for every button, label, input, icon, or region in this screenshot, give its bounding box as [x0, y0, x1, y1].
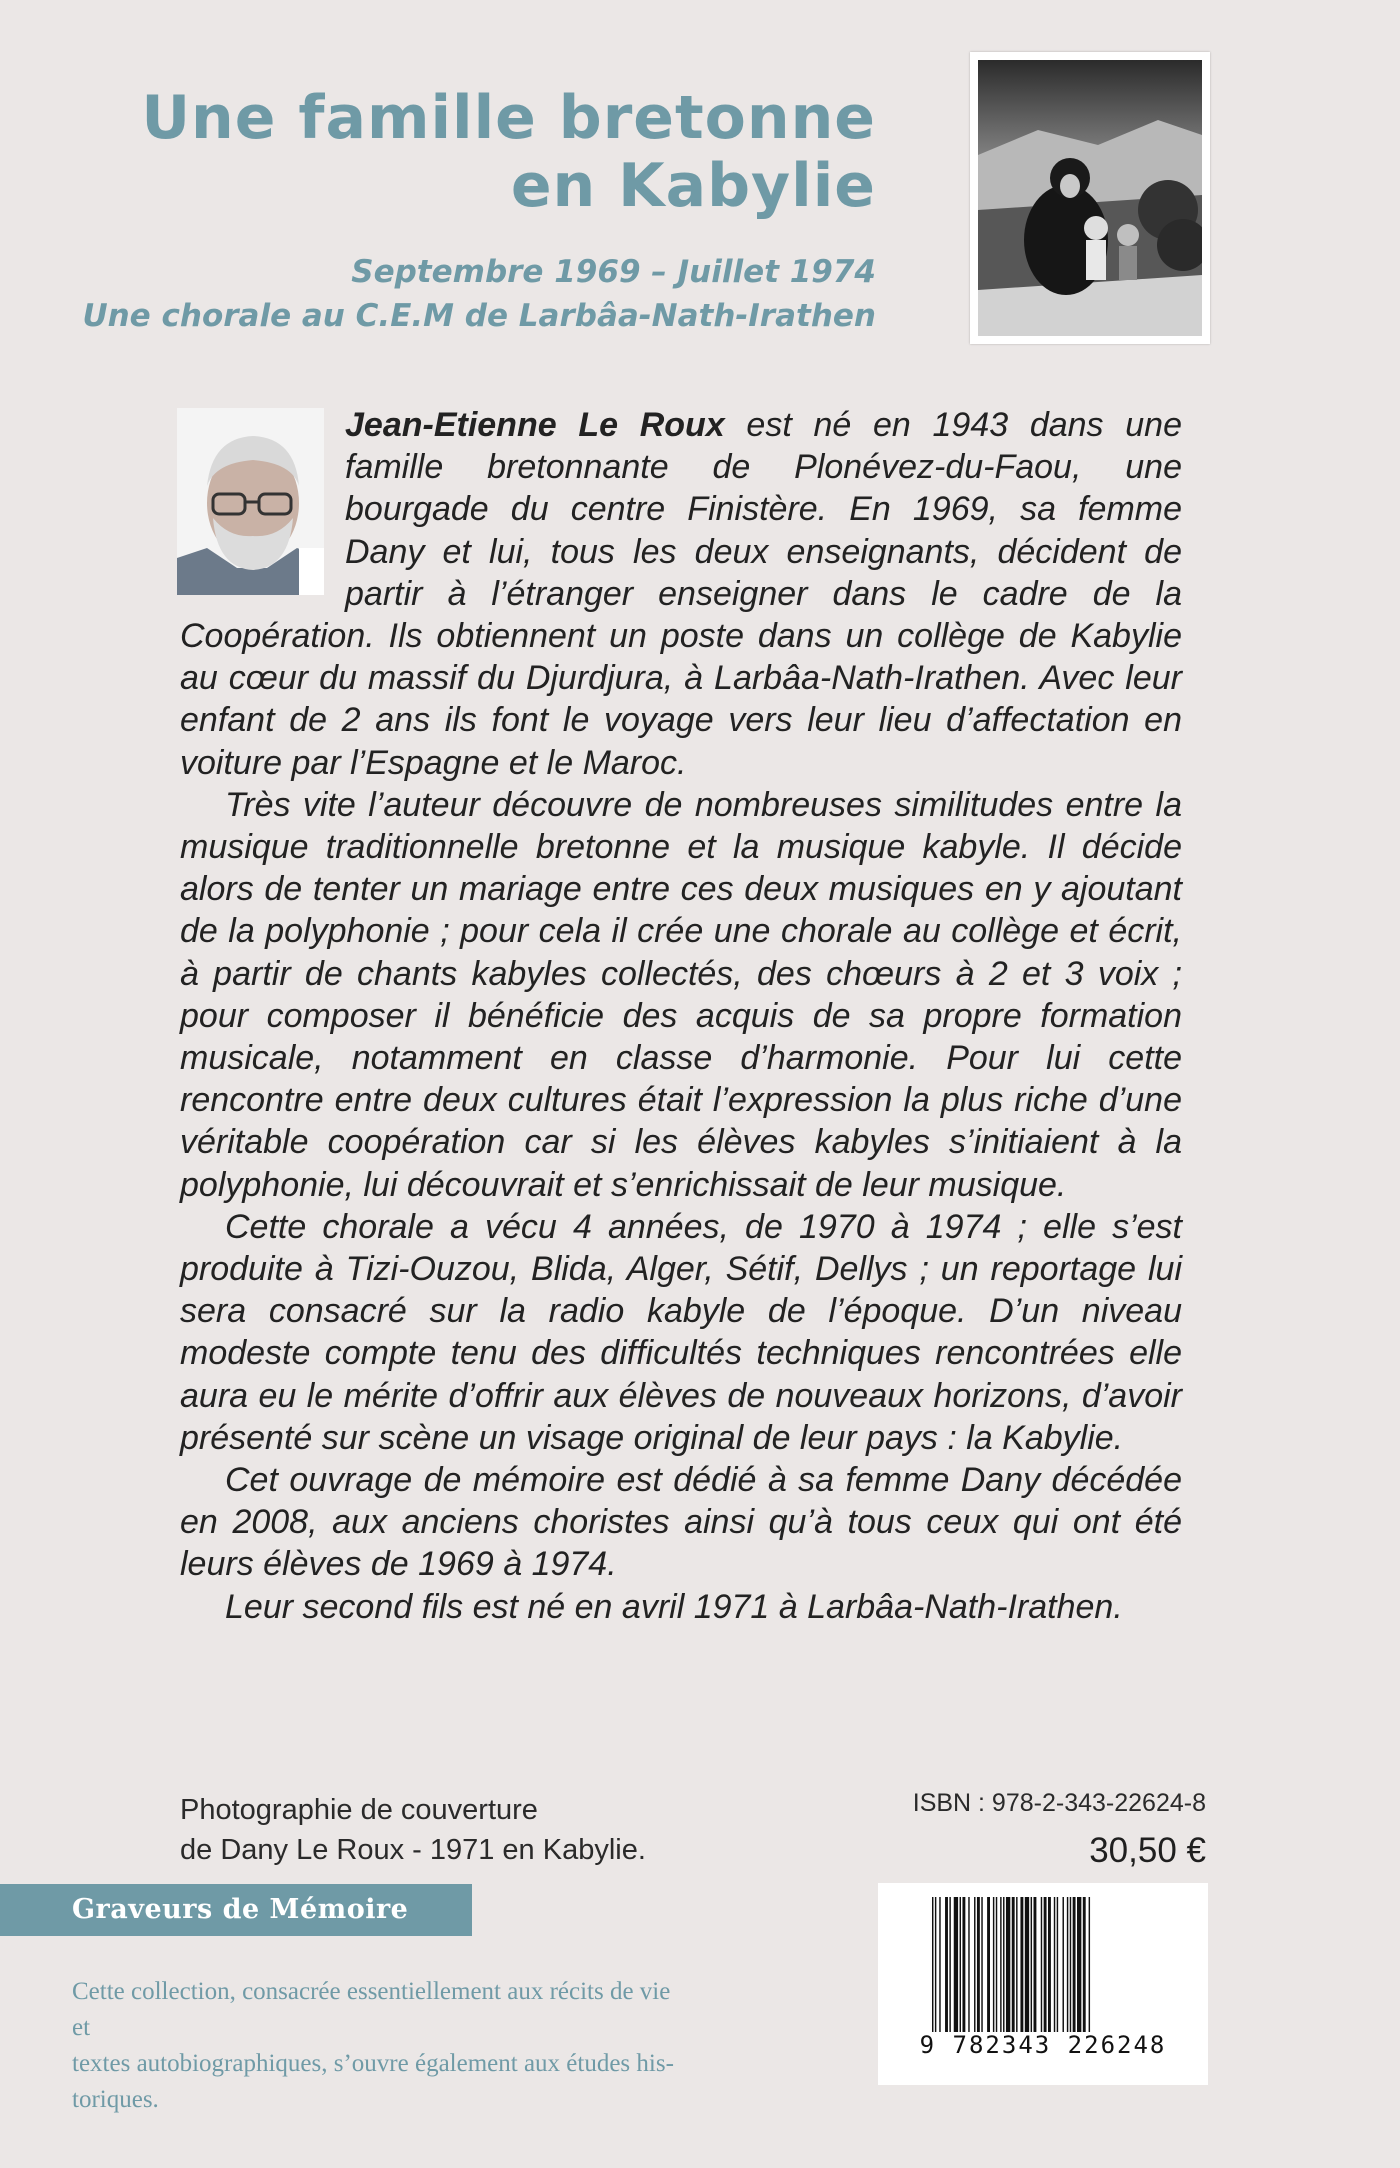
book-subtitle	[82, 250, 876, 338]
paragraph-4: Cet ouvrage de mémoire est dédié à sa femme Dany décédée en 2008, aux anciens choristes ainsi qu’à tous ceux qui ont été leurs élèves de 1969 à 1974.	[180, 1461, 1182, 1584]
collection-description-line-2: textes autobiographiques, s’ouvre également aux études his-	[72, 2050, 674, 2077]
barcode-bar	[939, 1897, 940, 2032]
author-name: Jean-Etienne Le Roux	[345, 406, 725, 444]
barcode-bar	[974, 1897, 975, 2032]
barcode-bar	[1073, 1897, 1076, 2032]
barcode-bar	[932, 1897, 933, 2032]
barcode-bar	[1077, 1897, 1081, 2032]
collection-band	[0, 1884, 472, 1936]
collection-description-line-3: toriques.	[72, 2086, 159, 2113]
subtitle-dates: Septembre 1969 – Juillet 1974	[351, 254, 876, 290]
barcode-bar	[1063, 1897, 1064, 2032]
paragraph-5: Leur second fils est né en avril 1971 à Larbâa-Nath-Irathen.	[225, 1587, 1123, 1626]
barcode-bar	[1034, 1897, 1037, 2032]
barcode-bar	[1025, 1897, 1029, 2032]
paragraph-2: Très vite l’auteur découvre de nombreuses similitudes entre la musique traditionnelle bretonne et la musique kabyle. Il décide alors de tenter un mariage entre ces deux musiques en y ajoutant de la polyphonie ; pour cela il crée une chorale au collège et écrit, à partir de chants kabyles collectés, des chœurs à 2 et 3 voix ; pour composer il bénéficie des acquis de sa propre formation musicale, notamment en classe d’harmonie. Pour lui cette rencontre entre deux cultures était l’expression la plus riche d’une véritable coopération car si les élèves kabyles s’initiaient à la polyphonie, lui découvrait et s’enrichissait de leur musique.	[180, 785, 1182, 1204]
barcode-bar	[996, 1897, 997, 2032]
barcode-bar	[1057, 1897, 1058, 2032]
photo-credits-line-2: de Dany Le Roux - 1971 en Kabylie.	[180, 1834, 646, 1866]
barcode-bar	[1041, 1897, 1042, 2032]
barcode	[878, 1883, 1208, 2085]
barcode-bar	[1067, 1897, 1068, 2032]
barcode-bar	[1083, 1897, 1086, 2032]
barcode-bar	[960, 1897, 961, 2032]
paragraph-3: Cette chorale a vécu 4 années, de 1970 à 1974 ; elle s’est produite à Tizi-Ouzou, Blida, Alger, Sétif, Dellys ; un reportage lui sera consacré sur la radio kabyle de l’époque. D’un niveau modeste compte tenu des difficultés techniques rencontrées elle aura eu le mérite d’offrir aux élèves de nouveaux horizons, d’avoir présenté sur scène un visage original de leur pays : la Kabylie.	[180, 1207, 1182, 1457]
barcode-bar	[962, 1897, 965, 2032]
barcode-bar	[954, 1897, 958, 2032]
barcode-bar	[1048, 1897, 1051, 2032]
collection-description	[72, 1974, 692, 2118]
collection-name: Graveurs de Mémoire	[72, 1894, 409, 1925]
photo-credits	[180, 1790, 646, 1870]
subtitle-chorale: Une chorale au C.E.M de Larbâa-Nath-Irathen	[82, 298, 876, 334]
barcode-bar	[1089, 1897, 1090, 2032]
barcode-bar	[935, 1897, 936, 2032]
book-title-line-1: Une famille bretonne	[141, 83, 876, 153]
barcode-bar	[945, 1897, 948, 2032]
barcode-bar	[1054, 1897, 1055, 2032]
barcode-bar	[1016, 1897, 1017, 2032]
price: 30,50 €	[1089, 1831, 1206, 1870]
barcode-bar	[1020, 1897, 1023, 2032]
back-cover-text	[180, 404, 1182, 1628]
paragraph-1-text: est né en 1943 dans une famille bretonnante de Plonévez-du-Faou, une bourgade du centre Finistère. En 1969, sa femme Dany et lui, tous les deux enseignants, décident de partir à l’étranger enseigner dans le cadre de la Coopération. Ils obtiennent un poste dans un collège de Kabylie au cœur du massif du Djurdjura, à Larbâa-Nath-Irathen. Avec leur enfant de 2 ans ils font le voyage vers leur lieu d’affectation en voiture par l’Espagne et le Maroc.	[180, 406, 1182, 782]
barcode-bar	[1044, 1897, 1047, 2032]
cover-photo	[970, 52, 1210, 344]
barcode-bar	[993, 1897, 994, 2032]
barcode-bar	[1070, 1897, 1071, 2032]
barcode-bar	[1012, 1897, 1015, 2032]
collection-description-line-1: Cette collection, consacrée essentiellement aux récits de vie et	[72, 1978, 671, 2041]
barcode-bar	[1031, 1897, 1032, 2032]
book-title	[141, 84, 876, 220]
barcode-bar	[977, 1897, 980, 2032]
photo-credits-line-1: Photographie de couverture	[180, 1794, 538, 1826]
barcode-bars	[930, 1897, 1156, 2032]
isbn: ISBN : 978-2-343-22624-8	[912, 1789, 1206, 1817]
barcode-bar	[1003, 1897, 1004, 2032]
barcode-bar	[949, 1897, 950, 2032]
barcode-bar	[968, 1897, 969, 2032]
author-photo-space	[180, 404, 345, 596]
book-title-line-2: en Kabylie	[510, 151, 876, 221]
barcode-bar	[981, 1897, 982, 2032]
cover-photo-image	[978, 60, 1202, 336]
barcode-bar	[1000, 1897, 1001, 2032]
barcode-bar	[987, 1897, 990, 2032]
barcode-bar	[1006, 1897, 1010, 2032]
barcode-number: 9 782343 226248	[919, 2031, 1167, 2059]
